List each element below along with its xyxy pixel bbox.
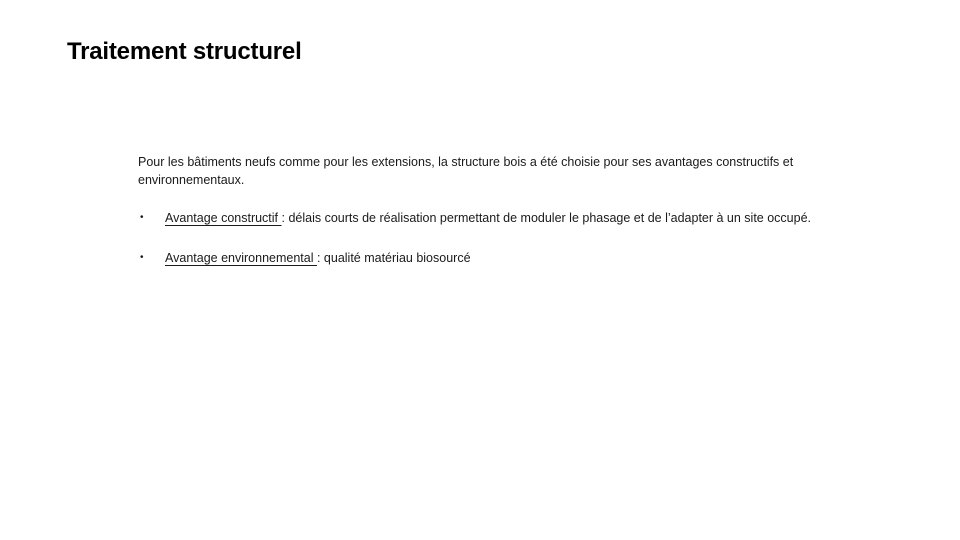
list-item-constructive-advantage	[138, 209, 818, 227]
advantages-list	[138, 209, 818, 267]
bullet-icon: •	[140, 252, 144, 263]
bullet-text: : délais courts de réalisation permettant de moduler le phasage et de l’adapter à un site occupé.	[281, 211, 812, 225]
slide-title: Traitement structurel	[67, 38, 302, 65]
intro-paragraph: Pour les bâtiments neufs comme pour les extensions, la structure bois a été choisie pour ses avantages constructifs et environnementaux.	[138, 155, 794, 187]
bullet-text: : qualité matériau biosourcé	[316, 251, 471, 265]
bullet-term: Avantage constructif	[165, 211, 282, 225]
bullet-term: Avantage environnemental	[165, 251, 317, 265]
slide-body	[138, 153, 818, 289]
bullet-icon: •	[140, 212, 144, 223]
list-item-environmental-advantage	[138, 249, 818, 267]
